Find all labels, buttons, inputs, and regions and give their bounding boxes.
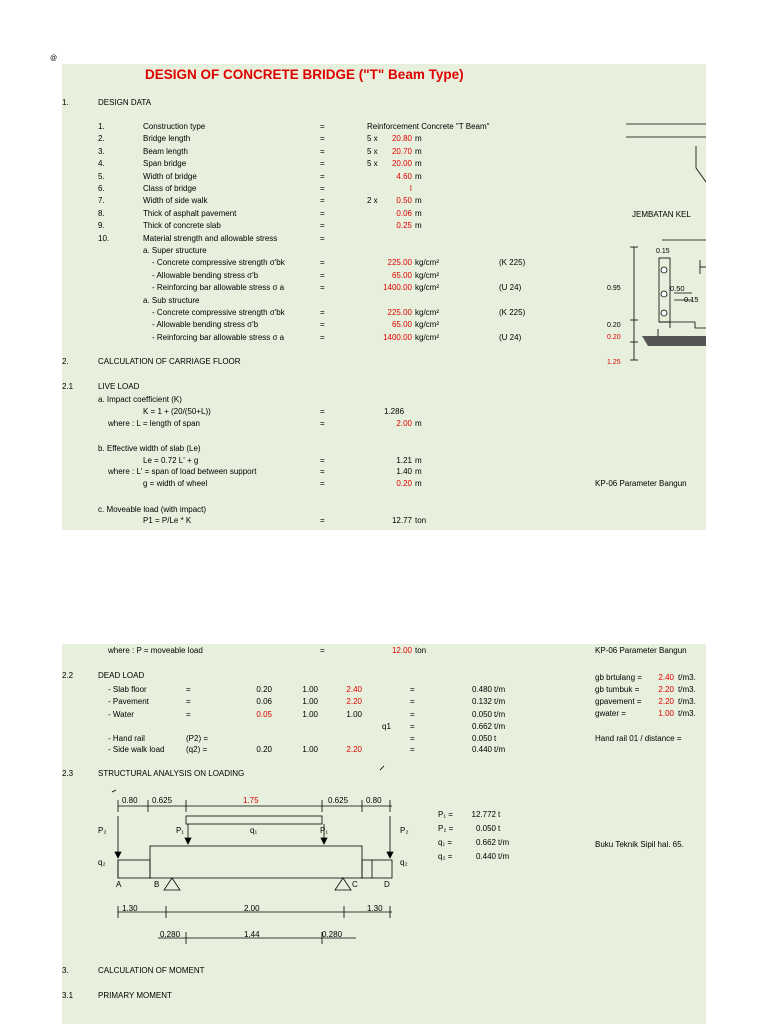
dim-0-50: 0.50 (670, 284, 685, 293)
unit-weight-value: 2.40 (658, 673, 674, 682)
eq: = (410, 734, 415, 743)
section-3-1-heading: PRIMARY MOMENT (98, 991, 172, 1000)
dim-0-280-left: 0.280 (160, 930, 181, 939)
unit: t (498, 824, 501, 833)
eq: = (320, 646, 325, 655)
dim-2-00: 2.00 (244, 904, 260, 913)
summary-value: 0.050 (475, 824, 496, 833)
load-p2-left: P₂ (98, 826, 107, 835)
row-unit: kg/cm² (415, 258, 439, 268)
row-note: (K 225) (499, 258, 526, 268)
node-a: A (116, 880, 122, 889)
eq: = (410, 697, 415, 707)
row-number: 10. (98, 233, 110, 243)
row-label: - Concrete compressive strength σ'bk (152, 308, 285, 317)
summary-key: P₂ = (438, 824, 454, 833)
summary-key: P₁ = (438, 810, 453, 819)
section-2-num: 2. (62, 357, 69, 366)
row-unit: m (415, 134, 422, 144)
section-1-heading: DESIGN DATA (98, 98, 152, 107)
row-value: 20.00 (391, 159, 412, 169)
drawing-caption: JEMBATAN KEL (632, 210, 691, 219)
section-2-2-heading: DEAD LOAD (98, 671, 145, 680)
row-value: 20.80 (391, 134, 412, 144)
row-unit: kg/cm² (415, 332, 439, 342)
dead-load-width: 1.00 (302, 685, 318, 694)
q1-label: q1 (382, 722, 391, 731)
unit: t/m (494, 697, 506, 707)
dim-0-80-right: 0.80 (366, 796, 382, 805)
moveable-load-where: where : P = moveable load (108, 646, 203, 655)
page-title: DESIGN OF CONCRETE BRIDGE ("T" Beam Type) (145, 67, 464, 82)
eq: = (320, 479, 325, 488)
row-value: 1400.00 (383, 332, 412, 342)
side-walk-c: 2.20 (346, 745, 362, 754)
section-2-1-heading: LIVE LOAD (98, 382, 140, 391)
wheel-width-value: 0.20 (396, 479, 412, 488)
dead-load-density: 2.40 (346, 685, 362, 694)
row-value: 225.00 (387, 258, 412, 268)
unit: t/m3. (678, 697, 696, 706)
section-2-heading: CALCULATION OF CARRIAGE FLOOR (98, 357, 241, 366)
dead-load-label: - Slab floor (108, 685, 147, 694)
sheet-page-1 (62, 64, 706, 530)
dim-0-625-left: 0.625 (152, 796, 173, 805)
eq: = (320, 146, 325, 156)
le-value: 1.21 (396, 456, 412, 465)
load-p1-right: P₁ (320, 826, 329, 835)
row-multiplier: 5 x (367, 159, 378, 169)
summary-value: 0.440 (475, 852, 496, 861)
row-label: a. Sub structure (143, 295, 200, 305)
dim-1-30-right: 1.30 (367, 904, 383, 913)
row-label: Span bridge (143, 159, 187, 169)
unit-weight-value: 2.20 (658, 685, 674, 694)
eq: = (320, 184, 325, 193)
q1-value: 0.662 (471, 722, 492, 731)
eq: = (320, 208, 325, 218)
eq: = (320, 456, 325, 465)
unit-weight-name: gb brtulang = (595, 673, 642, 682)
section-3-num: 3. (62, 966, 69, 975)
side-walk-label: - Side walk load (108, 745, 165, 754)
load-q2-left: q₂ (98, 858, 106, 867)
moveable-load-title: c. Moveable load (with impact) (98, 505, 207, 514)
side-walk-q2: (q2) = (186, 745, 208, 754)
eq: = (410, 685, 415, 694)
effective-width-where: where : L' = span of load between support (108, 467, 257, 476)
section-2-2-num: 2.2 (62, 671, 74, 680)
load-p1-left: P₁ (176, 826, 185, 835)
dead-load-thickness: 0.06 (256, 697, 272, 707)
eq: = (320, 159, 325, 169)
eq: = (410, 722, 415, 731)
row-note: (K 225) (499, 308, 526, 317)
summary-key: q₁ = (438, 838, 453, 847)
eq: = (320, 467, 325, 476)
moveable-load-formula: P1 = P/Le * K (143, 516, 192, 525)
unit: t (494, 734, 497, 743)
row-value: 20.70 (391, 146, 412, 156)
row-label: a. Super structure (143, 246, 207, 255)
eq: = (320, 332, 325, 342)
row-unit: m (415, 146, 422, 156)
section-2-1-num: 2.1 (62, 382, 74, 391)
eq: = (320, 308, 325, 317)
unit-weight-name: gb tumbuk = (595, 685, 640, 694)
unit-weight-name: gwater = (595, 709, 626, 718)
effective-width-title: b. Effective width of slab (Le) (98, 444, 201, 453)
unit: t/m (494, 685, 506, 694)
eq: = (320, 258, 325, 268)
dim-0-280-right: 0.280 (322, 930, 343, 939)
eq: = (320, 122, 325, 131)
eq: = (410, 745, 415, 754)
dead-load-label: - Pavement (108, 697, 149, 707)
reference-kp06: KP-06 Parameter Bangun (595, 646, 687, 655)
eq: = (410, 709, 415, 719)
load-p2-right: P₂ (400, 826, 409, 835)
row-label: Width of bridge (143, 171, 197, 181)
dead-load-value: 0.050 (471, 709, 492, 719)
unit: t/m (498, 838, 510, 847)
load-q2-right: q₂ (400, 858, 408, 867)
node-c: C (352, 880, 358, 889)
dead-load-value: 0.132 (471, 697, 492, 707)
row-value: 0.06 (396, 208, 412, 218)
impact-value: 1.286 (384, 407, 405, 416)
row-label: - Allowable bending stress σ'b (152, 270, 259, 280)
row-number: 6. (98, 184, 105, 193)
row-value: 65.00 (391, 270, 412, 280)
hand-rail-reference: Hand rail 01 / distance = (595, 734, 682, 743)
span-value: 2.00 (396, 419, 412, 428)
row-label: Beam length (143, 146, 188, 156)
dim-0-80-left: 0.80 (122, 796, 138, 805)
moveable-load-value: 12.00 (391, 646, 412, 655)
reference-kp06: KP-06 Parameter Bangun (595, 479, 687, 488)
section-3-heading: CALCULATION OF MOMENT (98, 966, 205, 975)
dead-load-density: 2.20 (346, 697, 362, 707)
section-3-1-num: 3.1 (62, 991, 74, 1000)
eq: = (320, 221, 325, 231)
dim-0-20: 0.20 (607, 322, 621, 329)
unit: ton (415, 516, 427, 525)
row-unit: m (415, 159, 422, 169)
row-multiplier: 2 x (367, 196, 378, 206)
p1-value: 12.77 (391, 516, 412, 525)
impact-title: a. Impact coefficient (K) (98, 395, 182, 404)
unit: t/m3. (678, 685, 696, 694)
row-number: 3. (98, 146, 105, 156)
row-value: 1400.00 (383, 283, 412, 293)
row-label: Construction type (143, 122, 206, 131)
row-unit: kg/cm² (415, 270, 439, 280)
section-2-3-heading: STRUCTURAL ANALYSIS ON LOADING (98, 769, 245, 778)
reference-buku-teknik: Buku Teknik Sipil hal. 65. (595, 840, 684, 849)
row-number: 4. (98, 159, 105, 169)
effective-width-formula: Le = 0.72 L' + g (143, 456, 199, 465)
row-value: 225.00 (387, 308, 412, 317)
section-1-num: 1. (62, 98, 69, 107)
unit: t/m (494, 709, 506, 719)
row-number: 1. (98, 122, 105, 131)
dead-load-density: 1.00 (346, 709, 362, 719)
load-q1: q₁ (250, 826, 258, 835)
eq: = (320, 134, 325, 144)
eq: = (320, 270, 325, 280)
eq: = (320, 516, 325, 525)
row-multiplier: 5 x (367, 146, 378, 156)
dead-load-thickness: 0.20 (256, 685, 272, 694)
row-value: I (409, 184, 412, 193)
unit: m (415, 479, 422, 488)
row-number: 7. (98, 196, 105, 206)
row-value: 4.60 (396, 171, 412, 181)
dead-load-label: - Water (108, 709, 134, 719)
dead-load-width: 1.00 (302, 697, 318, 707)
impact-formula: K = 1 + (20/(50+L)) (143, 407, 211, 416)
eq: = (320, 419, 325, 428)
row-unit: m (415, 196, 422, 206)
unit: t/m3. (678, 673, 696, 682)
eq: = (320, 283, 325, 293)
row-label: Material strength and allowable stress (143, 233, 278, 243)
wheel-width-label: g = width of wheel (143, 479, 208, 488)
row-value: 0.25 (396, 221, 412, 231)
unit: m (415, 419, 422, 428)
row-unit: m (415, 171, 422, 181)
dim-1-30-left: 1.30 (122, 904, 138, 913)
dead-load-thickness: 0.05 (256, 709, 272, 719)
at-sign: @ (50, 55, 58, 62)
row-number: 5. (98, 171, 105, 181)
dim-1-75: 1.75 (243, 796, 259, 805)
row-value: 65.00 (391, 320, 412, 330)
side-walk-a: 0.20 (256, 745, 272, 754)
eq: = (186, 685, 191, 694)
hand-rail-p2: (P2) = (186, 734, 209, 743)
hand-rail-value: 0.050 (471, 734, 492, 743)
row-note: (U 24) (499, 332, 522, 342)
summary-key: q₂ = (438, 852, 453, 861)
dim-0-625-right: 0.625 (328, 796, 349, 805)
impact-where: where : L = length of span (108, 419, 200, 428)
row-number: 8. (98, 208, 105, 218)
row-label: Thick of concrete slab (143, 221, 221, 231)
side-walk-b: 1.00 (302, 745, 318, 754)
eq: = (320, 233, 325, 243)
row-label: - Concrete compressive strength σ'bk (152, 258, 285, 268)
node-b: B (154, 880, 160, 889)
dim-1-44: 1.44 (244, 930, 260, 939)
row-label: Class of bridge (143, 184, 197, 193)
unit-weight-value: 1.00 (658, 709, 674, 718)
row-unit: m (415, 208, 422, 218)
row-unit: kg/cm² (415, 283, 439, 293)
unit: t/m (498, 852, 510, 861)
dead-load-value: 0.480 (471, 685, 492, 694)
dim-0-15: 0.15 (656, 248, 670, 255)
unit: t/m (494, 722, 506, 731)
row-note: (U 24) (499, 283, 522, 293)
unit-weight-value: 2.20 (658, 697, 674, 706)
dim-1-25: 1.25 (607, 359, 621, 366)
unit-weight-name: gpavement = (595, 697, 642, 706)
eq: = (186, 709, 191, 719)
side-walk-value: 0.440 (471, 745, 492, 754)
eq: = (320, 407, 325, 416)
row-number: 2. (98, 134, 105, 144)
row-label: - Reinforcing bar allowable stress σ a (152, 332, 285, 342)
sheet-page-2 (62, 644, 706, 1024)
dead-load-width: 1.00 (302, 709, 318, 719)
eq: = (320, 171, 325, 181)
bridge-cross-section-drawing (62, 64, 706, 530)
row-multiplier: 5 x (367, 134, 378, 144)
unit: t/m (494, 745, 506, 754)
row-number: 9. (98, 221, 105, 231)
row-label: Bridge length (143, 134, 191, 144)
eq: = (320, 196, 325, 206)
summary-value: 0.662 (475, 838, 496, 847)
row-label: - Reinforcing bar allowable stress σ a (152, 283, 285, 293)
dim-0-15b: 0.15 (684, 295, 699, 304)
row-label: Thick of asphalt pavement (143, 208, 237, 218)
row-value: 0.50 (396, 196, 412, 206)
unit: m (415, 456, 422, 465)
eq: = (186, 697, 191, 707)
hand-rail-label: - Hand rail (108, 734, 145, 743)
unit: t/m3. (678, 709, 696, 718)
dim-0-20-red: 0.20 (607, 334, 621, 341)
eq: = (320, 320, 325, 330)
unit: m (415, 467, 422, 476)
summary-value: 12.772 (471, 810, 496, 819)
row-label: - Allowable bending stress σ'b (152, 320, 259, 330)
row-value: Reinforcement Concrete "T Beam" (367, 122, 490, 131)
row-unit: kg/cm² (415, 320, 439, 330)
node-d: D (384, 880, 390, 889)
row-unit: kg/cm² (415, 308, 439, 317)
l-prime-value: 1.40 (396, 467, 412, 476)
row-label: Width of side walk (143, 196, 208, 206)
row-unit: m (415, 221, 422, 231)
unit: t (498, 810, 501, 819)
dim-0-95: 0.95 (607, 285, 621, 292)
section-2-3-num: 2.3 (62, 769, 74, 778)
unit: ton (415, 646, 427, 655)
